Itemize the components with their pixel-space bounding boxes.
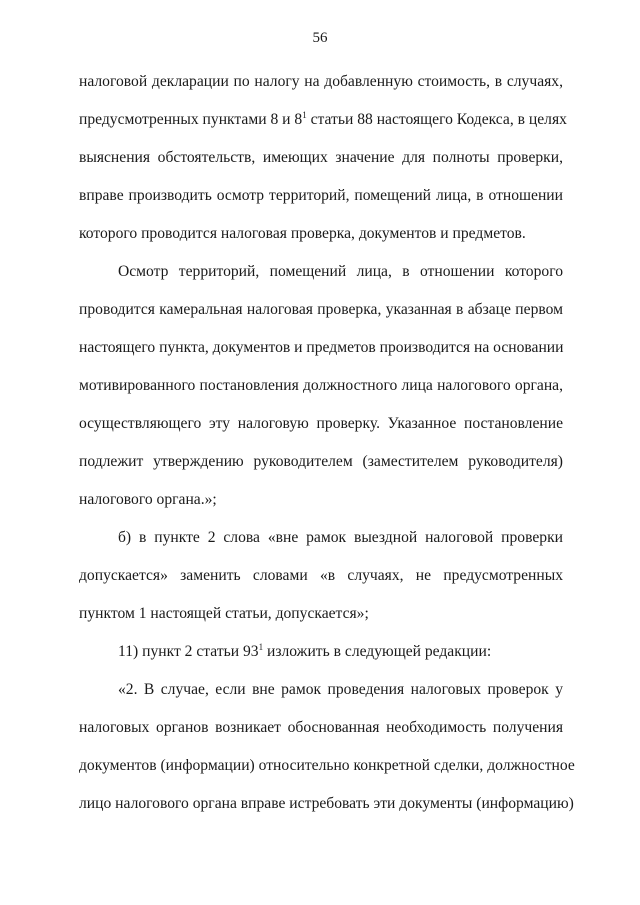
text-line: [79, 110, 567, 130]
text-line: вправе производить осмотр территорий, помещений лица, в отношении: [79, 187, 563, 204]
text-line: [118, 642, 563, 662]
text-line: настоящего пункта, документов и предметов производится на основании: [79, 339, 564, 356]
superscript: 1: [302, 110, 307, 120]
text-line: налоговой декларации по налогу на добавленную стоимость, в случаях,: [79, 73, 563, 90]
text-line: пунктом 1 настоящей статьи, допускается»;: [79, 605, 369, 622]
text-line: Осмотр территорий, помещений лица, в отношении которого: [118, 263, 563, 280]
text-segment: предусмотренных пунктами 8 и 8: [79, 111, 303, 128]
text-line: «2. В случае, если вне рамок проведения налоговых проверок у: [118, 681, 563, 698]
text-line: налоговых органов возникает обоснованная необходимость получения: [79, 719, 563, 736]
text-line: б) в пункте 2 слова «вне рамок выездной налоговой проверки: [118, 529, 563, 546]
text-line: налогового органа.»;: [79, 491, 217, 508]
text-line: осуществляющего эту налоговую проверку. Указанное постановление: [79, 415, 563, 432]
text-line: проводится камеральная налоговая проверка, указанная в абзаце первом: [79, 301, 563, 318]
text-line: мотивированного постановления должностного лица налогового органа,: [79, 377, 563, 394]
text-line: документов (информации) относительно конкретной сделки, должностное: [79, 757, 575, 774]
text-line: подлежит утверждению руководителем (заместителем руководителя): [79, 453, 563, 470]
text-segment: статьи 88 настоящего Кодекса, в целях: [306, 111, 567, 128]
superscript: 1: [258, 642, 264, 652]
page-number: 56: [312, 30, 328, 46]
text-line: лицо налогового органа вправе истребовать эти документы (информацию): [79, 795, 574, 812]
text-line: выяснения обстоятельств, имеющих значение для полноты проверки,: [79, 149, 563, 166]
text-segment: 11) пункт 2 статьи 93: [118, 643, 259, 660]
text-segment: изложить в следующей редакции:: [263, 643, 492, 660]
text-line: допускается» заменить словами «в случаях, не предусмотренных: [79, 567, 563, 584]
text-line: которого проводится налоговая проверка, документов и предметов.: [79, 225, 526, 242]
